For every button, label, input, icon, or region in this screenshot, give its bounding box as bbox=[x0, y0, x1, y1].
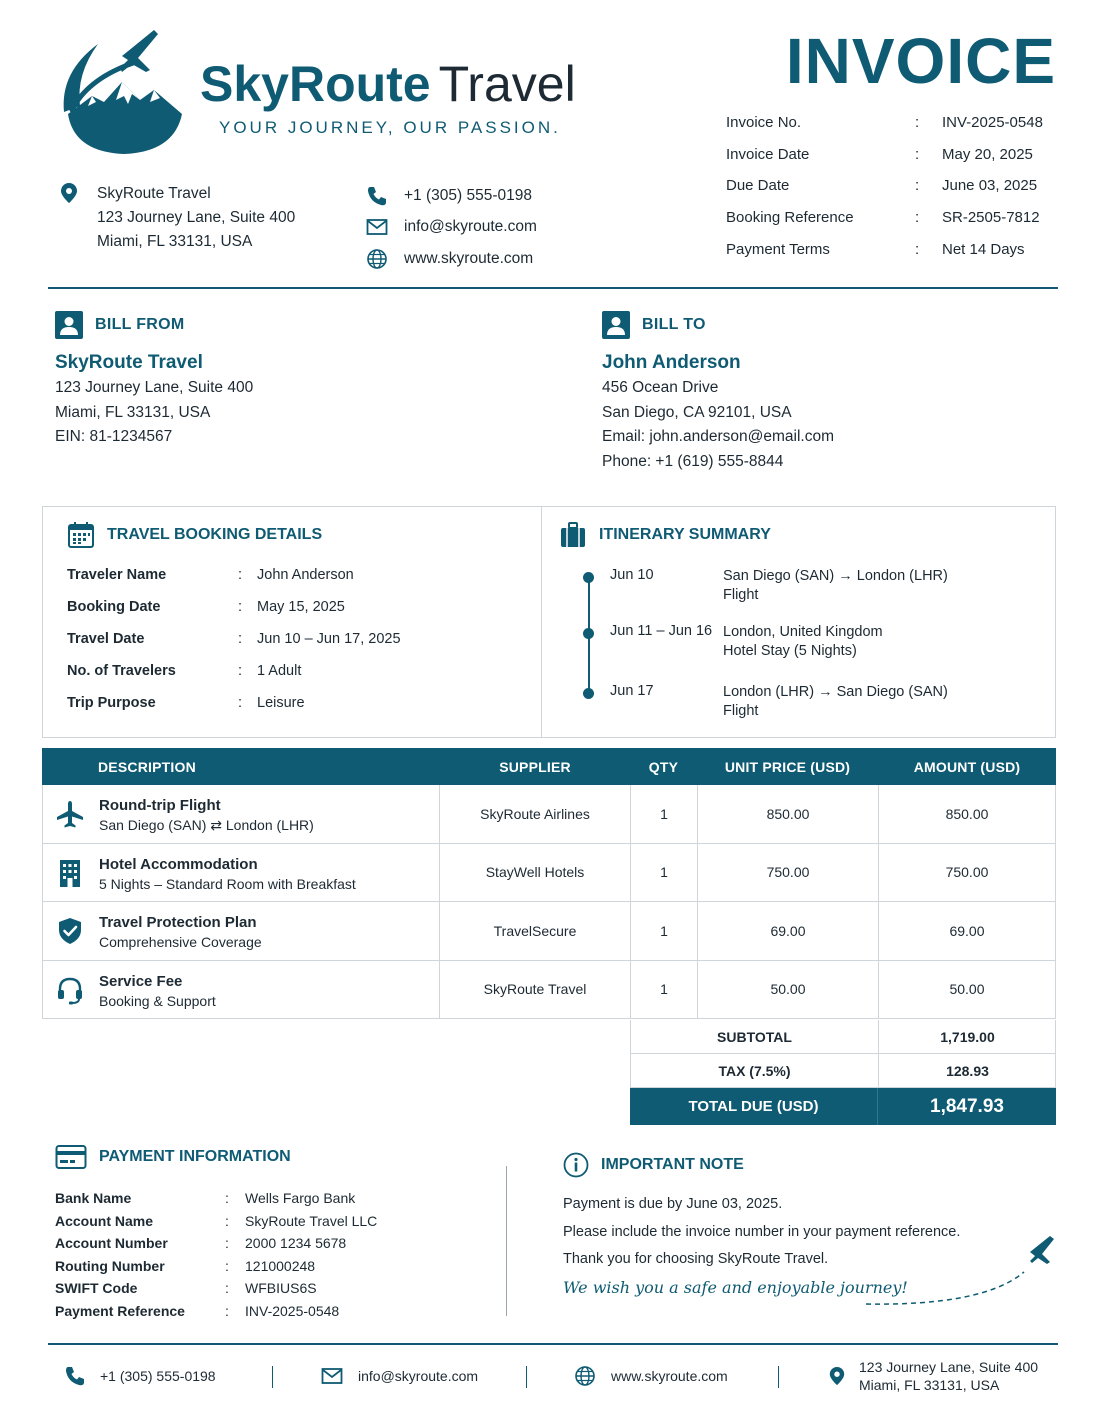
colon: : bbox=[915, 145, 920, 163]
bill-to-line: San Diego, CA 92101, USA bbox=[602, 403, 792, 421]
bill-from bbox=[55, 310, 253, 450]
header-unit-price: UNIT PRICE (USD) bbox=[724, 759, 851, 775]
footer-separator bbox=[778, 1366, 779, 1388]
calendar-icon bbox=[67, 521, 95, 549]
item-subtitle: San Diego (SAN) ⇄ London (LHR) bbox=[99, 817, 314, 833]
item-qty: 1 bbox=[660, 922, 668, 939]
booking-label: Trip Purpose bbox=[67, 695, 156, 711]
item-amount: 750.00 bbox=[945, 864, 989, 881]
invoice-meta bbox=[726, 114, 1066, 272]
user-card-icon bbox=[602, 311, 630, 339]
footer-separator bbox=[526, 1366, 527, 1388]
itinerary-title: ITINERARY SUMMARY bbox=[599, 526, 771, 543]
brand-logo bbox=[58, 26, 184, 156]
itinerary-desc bbox=[723, 623, 883, 661]
item-subtitle: Comprehensive Coverage bbox=[99, 934, 262, 950]
meta-value: INV-2025-0548 bbox=[942, 114, 1043, 131]
bill-to-name: John Anderson bbox=[602, 352, 741, 373]
note-line: Payment is due by June 03, 2025. bbox=[563, 1196, 783, 1212]
item-title: Travel Protection Plan bbox=[99, 914, 257, 931]
itinerary-date: Jun 11 – Jun 16 bbox=[610, 623, 713, 639]
footer-phone bbox=[64, 1356, 216, 1396]
payment-header bbox=[55, 1144, 495, 1170]
payment-label: Account Name bbox=[55, 1212, 154, 1229]
item-title: Hotel Accommodation bbox=[99, 855, 258, 873]
bill-from-header bbox=[55, 310, 253, 340]
footer-separator bbox=[272, 1366, 273, 1388]
total-due-label: TOTAL DUE (USD) bbox=[630, 1088, 878, 1125]
colon: : bbox=[225, 1235, 229, 1252]
bill-to-lines bbox=[602, 376, 834, 474]
meta-row bbox=[726, 146, 1066, 178]
closing-message: We wish you a safe and enjoyable journey! bbox=[563, 1278, 908, 1297]
meta-value: May 20, 2025 bbox=[942, 145, 1033, 163]
itinerary-date: Jun 10 bbox=[610, 567, 654, 583]
booking-row bbox=[67, 663, 507, 695]
contact-web bbox=[366, 243, 537, 275]
table-row bbox=[42, 961, 1056, 1020]
header-qty: QTY bbox=[648, 759, 679, 775]
booking-label: Travel Date bbox=[67, 631, 145, 647]
header-amount: AMOUNT (USD) bbox=[913, 759, 1021, 775]
itinerary-line2: Hotel Stay (5 Nights) bbox=[723, 643, 857, 659]
info-icon bbox=[563, 1152, 589, 1178]
payment-row bbox=[55, 1213, 495, 1236]
company-name: SkyRoute Travel bbox=[97, 185, 211, 202]
item-supplier: SkyRoute Travel bbox=[483, 981, 587, 998]
timeline-dot bbox=[583, 628, 594, 639]
subtotal-row bbox=[630, 1020, 1056, 1054]
brand-name-light: Travel bbox=[438, 56, 576, 112]
colon: : bbox=[238, 695, 243, 711]
bill-to-line: Email: john.anderson@email.com bbox=[602, 428, 834, 446]
phone-icon bbox=[64, 1365, 100, 1387]
payment-value: 121000248 bbox=[245, 1257, 316, 1274]
headset-icon bbox=[55, 975, 85, 1005]
bill-from-lines bbox=[55, 376, 253, 450]
contact-phone bbox=[366, 180, 537, 212]
flight-path-decoration bbox=[864, 1232, 1060, 1310]
itinerary-desc bbox=[723, 683, 948, 721]
note-line: Thank you for choosing SkyRoute Travel. bbox=[563, 1251, 829, 1268]
footer-address-text bbox=[859, 1358, 1038, 1394]
item-subtitle: Booking & Support bbox=[99, 992, 216, 1009]
payment-value: INV-2025-0548 bbox=[245, 1302, 340, 1319]
colon: : bbox=[225, 1302, 229, 1319]
footer-email bbox=[320, 1356, 478, 1396]
invoice-title: INVOICE bbox=[785, 25, 1056, 97]
table-row bbox=[42, 902, 1056, 961]
booking-label: Traveler Name bbox=[67, 567, 167, 583]
bill-to-header bbox=[602, 310, 834, 340]
colon: : bbox=[238, 663, 243, 679]
colon: : bbox=[225, 1257, 229, 1274]
airplane-icon bbox=[55, 799, 85, 829]
item-qty: 1 bbox=[660, 864, 668, 881]
payment-label: Payment Reference bbox=[55, 1302, 185, 1319]
payment-title: PAYMENT INFORMATION bbox=[99, 1148, 291, 1165]
itinerary-date: Jun 17 bbox=[610, 683, 654, 699]
booking-rows bbox=[67, 567, 507, 727]
bill-to-line: Phone: +1 (619) 555-8844 bbox=[602, 452, 784, 470]
payment-information bbox=[55, 1144, 495, 1326]
colon: : bbox=[225, 1280, 229, 1297]
contact-email bbox=[366, 212, 537, 244]
item-subtitle: 5 Nights – Standard Room with Breakfast bbox=[99, 875, 356, 892]
bill-from-line: EIN: 81-1234567 bbox=[55, 428, 173, 446]
colon: : bbox=[225, 1190, 229, 1206]
globe-icon bbox=[366, 248, 404, 270]
tax-value: 128.93 bbox=[946, 1062, 989, 1079]
footer-address bbox=[828, 1356, 1038, 1396]
box-divider bbox=[541, 507, 542, 737]
colon: : bbox=[915, 114, 920, 131]
bill-from-name: SkyRoute Travel bbox=[55, 352, 203, 373]
company-address bbox=[97, 182, 295, 254]
hotel-building-icon bbox=[55, 858, 85, 888]
timeline-dot bbox=[583, 688, 594, 699]
note-line: Please include the invoice number in your payment reference. bbox=[563, 1223, 961, 1240]
item-qty: 1 bbox=[660, 805, 668, 822]
payment-label: Account Number bbox=[55, 1235, 168, 1252]
shield-check-icon bbox=[55, 916, 85, 946]
booking-value: 1 Adult bbox=[257, 663, 302, 679]
footer-phone-text[interactable]: +1 (305) 555-0198 bbox=[100, 1368, 216, 1384]
booking-row bbox=[67, 695, 507, 727]
note-title: IMPORTANT NOTE bbox=[601, 1156, 744, 1173]
meta-label: Invoice Date bbox=[726, 145, 810, 163]
item-supplier: StayWell Hotels bbox=[485, 864, 585, 881]
itinerary-line1: San Diego (SAN) → London (LHR) bbox=[723, 568, 948, 584]
header-divider bbox=[48, 287, 1058, 289]
booking-title: TRAVEL BOOKING DETAILS bbox=[107, 526, 323, 543]
booking-value: John Anderson bbox=[257, 567, 354, 583]
item-supplier: SkyRoute Airlines bbox=[480, 805, 590, 822]
header-supplier: SUPPLIER bbox=[499, 759, 571, 775]
meta-label: Invoice No. bbox=[726, 114, 802, 131]
section-divider bbox=[506, 1166, 507, 1316]
footer-email-text[interactable]: info@skyroute.com bbox=[358, 1368, 479, 1384]
meta-row bbox=[726, 177, 1066, 209]
payment-value: Wells Fargo Bank bbox=[245, 1190, 356, 1206]
footer-divider bbox=[48, 1343, 1058, 1345]
item-amount: 850.00 bbox=[945, 805, 989, 822]
footer-web bbox=[574, 1356, 728, 1396]
booking-value: Jun 10 – Jun 17, 2025 bbox=[257, 631, 401, 647]
colon: : bbox=[238, 599, 243, 615]
company-contact bbox=[366, 180, 537, 275]
luggage-icon bbox=[559, 521, 587, 549]
meta-label: Booking Reference bbox=[726, 209, 854, 227]
itinerary-line2: Flight bbox=[723, 587, 759, 603]
meta-row bbox=[726, 241, 1066, 273]
booking-row bbox=[67, 631, 507, 663]
bill-to-title: BILL TO bbox=[642, 316, 706, 333]
credit-card-icon bbox=[55, 1144, 87, 1170]
colon: : bbox=[225, 1212, 229, 1229]
payment-row bbox=[55, 1303, 495, 1326]
table-row bbox=[42, 844, 1056, 903]
company-address-line2: Miami, FL 33131, USA bbox=[97, 233, 253, 250]
brand-name-bold: SkyRoute bbox=[200, 56, 431, 112]
item-supplier: TravelSecure bbox=[493, 922, 577, 939]
location-pin-icon bbox=[828, 1365, 859, 1387]
location-pin-icon bbox=[59, 182, 79, 204]
colon: : bbox=[238, 631, 243, 647]
booking-row bbox=[67, 599, 507, 631]
item-amount: 50.00 bbox=[949, 981, 985, 998]
table-row bbox=[42, 785, 1056, 844]
brand-name bbox=[200, 56, 576, 112]
meta-value: Net 14 Days bbox=[942, 240, 1025, 258]
colon: : bbox=[238, 567, 243, 583]
contact-phone-text[interactable]: +1 (305) 555-0198 bbox=[404, 186, 532, 204]
meta-row bbox=[726, 209, 1066, 241]
colon: : bbox=[915, 209, 920, 227]
meta-value: June 03, 2025 bbox=[942, 177, 1038, 195]
company-address-line1: 123 Journey Lane, Suite 400 bbox=[97, 209, 296, 226]
globe-icon bbox=[574, 1365, 611, 1387]
envelope-icon bbox=[320, 1367, 358, 1385]
tax-label: TAX (7.5%) bbox=[631, 1054, 879, 1087]
booking-label: No. of Travelers bbox=[67, 663, 176, 679]
note-header bbox=[563, 1152, 1063, 1178]
booking-value: May 15, 2025 bbox=[257, 599, 345, 615]
total-due-row bbox=[630, 1088, 1056, 1125]
envelope-icon bbox=[366, 218, 404, 236]
footer-web-text[interactable]: www.skyroute.com bbox=[611, 1368, 728, 1384]
item-unit-price: 69.00 bbox=[770, 922, 806, 939]
tax-row bbox=[630, 1054, 1056, 1088]
payment-label: Bank Name bbox=[55, 1190, 132, 1206]
meta-value: SR-2505-7812 bbox=[942, 209, 1040, 227]
header-description: DESCRIPTION bbox=[98, 759, 196, 775]
subtotal-value: 1,719.00 bbox=[940, 1028, 995, 1045]
line-items-table bbox=[42, 748, 1056, 1019]
payment-label: Routing Number bbox=[55, 1257, 165, 1274]
payment-row bbox=[55, 1190, 495, 1213]
colon: : bbox=[915, 177, 920, 195]
itinerary-header bbox=[559, 521, 771, 549]
bill-to bbox=[602, 310, 834, 474]
booking-value: Leisure bbox=[257, 695, 305, 711]
meta-row bbox=[726, 114, 1066, 146]
colon: : bbox=[915, 240, 920, 258]
payment-row bbox=[55, 1280, 495, 1303]
footer-address-line1: 123 Journey Lane, Suite 400 bbox=[859, 1359, 1039, 1375]
bill-from-line: 123 Journey Lane, Suite 400 bbox=[55, 379, 254, 396]
brand-tagline: YOUR JOURNEY, OUR PASSION. bbox=[219, 118, 561, 137]
contact-email-text[interactable]: info@skyroute.com bbox=[404, 218, 537, 236]
footer-address-line2: Miami, FL 33131, USA bbox=[859, 1377, 1000, 1393]
booking-header bbox=[67, 521, 322, 549]
table-header bbox=[42, 748, 1056, 785]
contact-web-text[interactable]: www.skyroute.com bbox=[404, 249, 534, 267]
item-unit-price: 50.00 bbox=[770, 981, 806, 998]
itinerary-line2: Flight bbox=[723, 703, 759, 719]
user-card-icon bbox=[55, 311, 83, 339]
payment-row bbox=[55, 1235, 495, 1258]
footer bbox=[48, 1356, 1058, 1396]
totals bbox=[630, 1020, 1056, 1125]
booking-label: Booking Date bbox=[67, 599, 161, 615]
itinerary-line1: London (LHR) → San Diego (SAN) bbox=[723, 684, 948, 700]
bill-from-title: BILL FROM bbox=[95, 316, 185, 333]
item-title: Round-trip Flight bbox=[99, 797, 221, 814]
payment-value: SkyRoute Travel LLC bbox=[245, 1212, 378, 1229]
itinerary-desc bbox=[723, 567, 948, 605]
itinerary-line1: London, United Kingdom bbox=[723, 624, 883, 640]
booking-box bbox=[42, 506, 1056, 738]
subtotal-label: SUBTOTAL bbox=[631, 1020, 879, 1053]
item-unit-price: 750.00 bbox=[766, 864, 810, 881]
payment-value: 2000 1234 5678 bbox=[245, 1235, 347, 1252]
item-qty: 1 bbox=[660, 981, 668, 998]
total-due-value: 1,847.93 bbox=[930, 1095, 1004, 1117]
booking-row bbox=[67, 567, 507, 599]
bill-from-line: Miami, FL 33131, USA bbox=[55, 403, 211, 421]
item-unit-price: 850.00 bbox=[766, 805, 810, 822]
item-amount: 69.00 bbox=[949, 922, 985, 939]
bill-to-line: 456 Ocean Drive bbox=[602, 379, 719, 396]
payment-label: SWIFT Code bbox=[55, 1280, 138, 1297]
meta-label: Due Date bbox=[726, 177, 790, 195]
meta-label: Payment Terms bbox=[726, 240, 830, 258]
item-title: Service Fee bbox=[99, 972, 183, 990]
payment-row bbox=[55, 1258, 495, 1281]
payment-rows bbox=[55, 1190, 495, 1326]
phone-icon bbox=[366, 185, 404, 207]
timeline-dot bbox=[583, 572, 594, 583]
payment-value: WFBIUS6S bbox=[245, 1280, 317, 1297]
